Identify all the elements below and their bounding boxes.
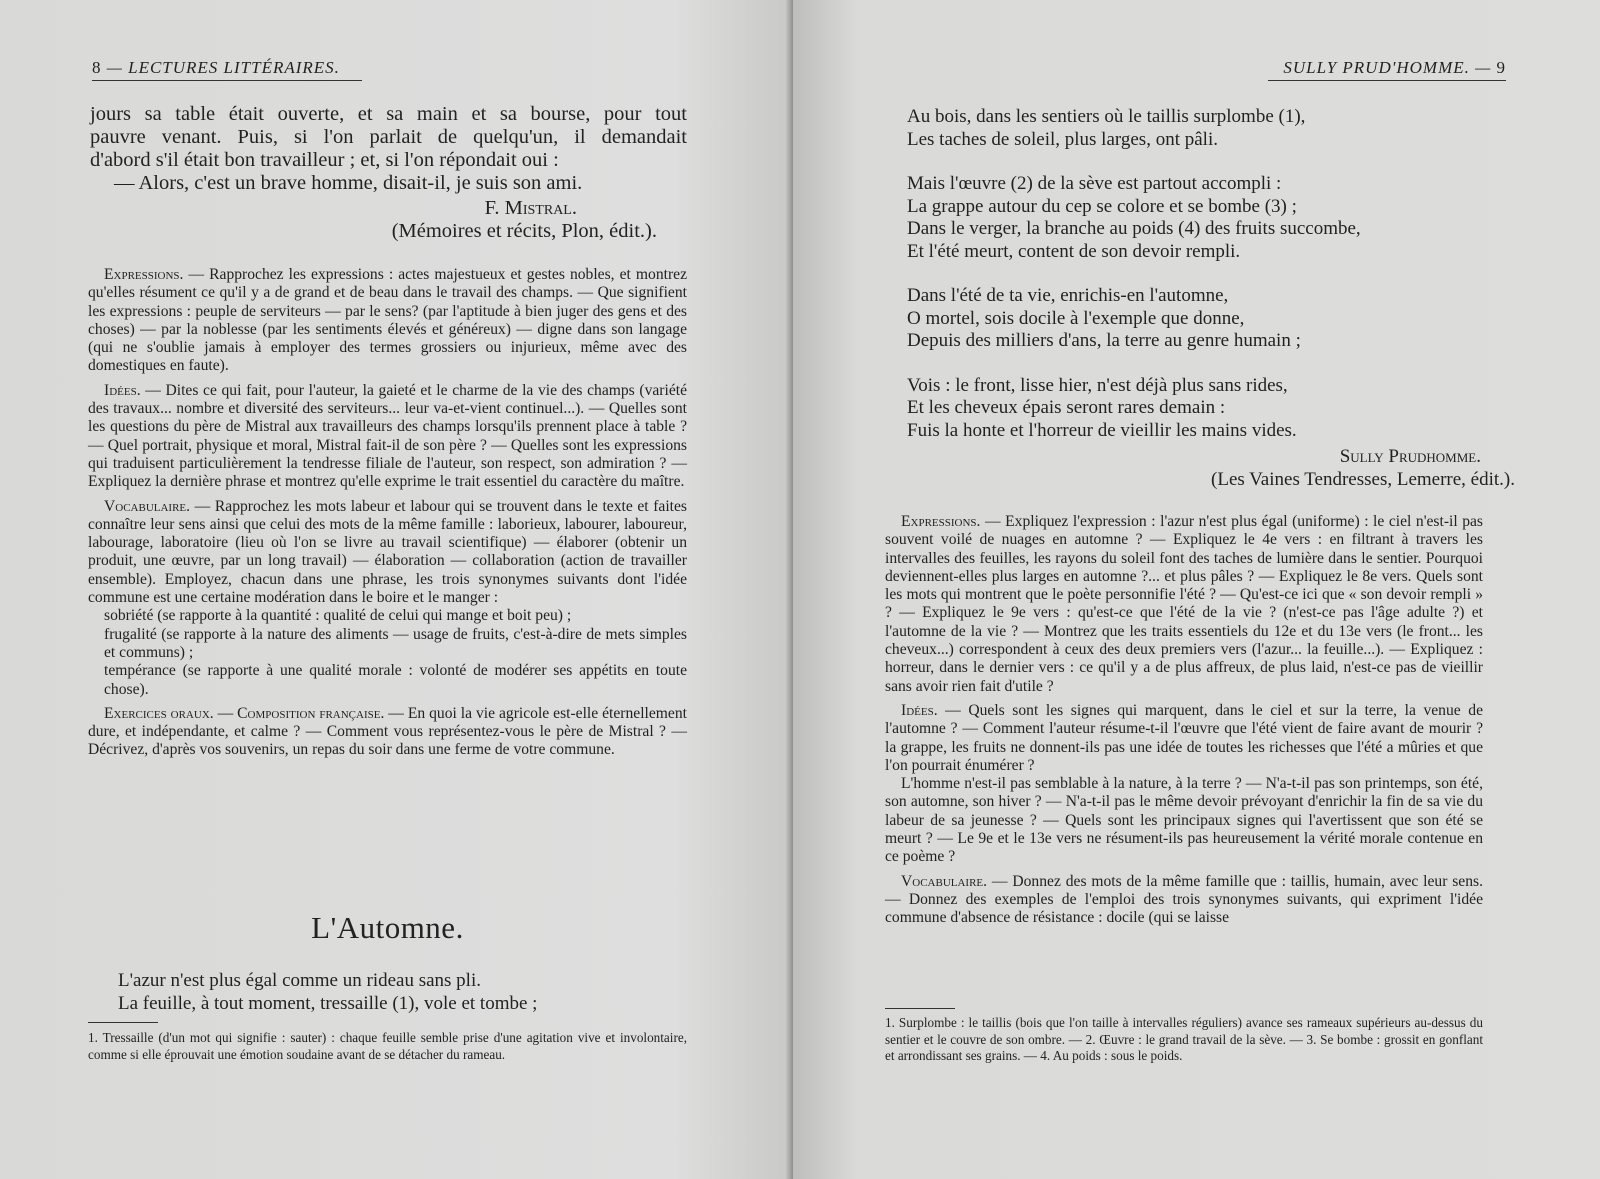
footnote: 1. Surplombe : le taillis (bois que l'on taille à intervalles réguliers) avance ses rameaux supérieurs au-dessus du sentier et le couvre de son ombre. — 2. Œuvre : le grand travail de la sève. — 3. Se bombe : grossit en gonflant et arrondissant ses grains. — 4. Au poids : sous le poids. [885, 1015, 1483, 1063]
poem-line: Mais l'œuvre (2) de la sève est partout accompli : [907, 173, 1282, 194]
footnote-rule [88, 1022, 158, 1023]
prose-line: d'abord s'il était bon travailleur ; et, si l'on répondait oui : [90, 149, 559, 171]
source-citation: (Les Vaines Tendresses, Lemerre, édit.). [1211, 468, 1515, 490]
idees-paragraph-continued: L'homme n'est-il pas semblable à la nature, à la terre ? — N'a-t-il pas son printemps, son été, son automne, son hiver ? — N'a-t-il pas le même devoir prévoyant d'enrichir la fin de sa vie du labeur de sa jeunesse ? — Quels sont les principaux signes qui l'avertissent que son été se meurt ? — Le 9e et le 13e vers ne résument-ils pas heureusement la vérité morale contenue en ce poème ? [885, 775, 1483, 866]
poem-line: La feuille, à tout moment, tressaille (1), vole et tombe ; [118, 992, 538, 1014]
header-separator: — [106, 58, 123, 77]
poem-line: Vois : le front, lisse hier, n'est déjà plus sans rides, [907, 374, 1288, 396]
poem-line: Dans le verger, la branche au poids (4) des fruits succombe, [907, 218, 1361, 239]
poem-line: Dans l'été de ta vie, enrichis-en l'automne, [907, 285, 1229, 306]
exercises-section [88, 266, 687, 760]
synonym-item: frugalité (se rapporte à la nature des aliments — usage de fruits, c'est-à-dire de mets simples et communs) ; [104, 625, 687, 661]
section-label: Expressions. [104, 266, 184, 283]
left-page [0, 0, 793, 1179]
left-page-header [92, 58, 362, 81]
poem-line: O mortel, sois docile à l'exemple que donne, [907, 307, 1245, 329]
section-label: Exercices oraux. — Composition française. [104, 704, 385, 722]
poem-line: Fuis la honte et l'horreur de vieillir les mains vides. [907, 419, 1297, 441]
synonym-item: tempérance (se rapporte à une qualité morale : volonté de modérer ses appétits en toute chose). [104, 662, 687, 698]
stanza [907, 285, 1507, 353]
source-citation: (Mémoires et récits, Plon, édit.). [391, 220, 657, 242]
expressions-paragraph: Expressions. — Expliquez l'expression : l'azur n'est plus égal (uniforme) : le ciel n'est-il pas souvent voilé de nuages en automne ? — Expliquez le 4e vers : en filtrant à travers les intervalles des feuilles, les rayons du soleil font des taches de lumière dans le sentier. Pourquoi deviennent-elles plus larges en automne ?... et plus pâles ? — Expliquez le 8e vers. Quels sont les mots qui montrent que le poète personnifie l'été ? — Qu'est-ce ici que « son devoir rempli » ? — Expliquez le 9e vers : qu'est-ce que l'été de la vie ? (n'est-ce pas l'âge adulte ?) et l'automne de la vie ? — Montrez que les traits essentiels du 12e et du 13e vers (le front... les cheveux...) correspondent à ceux des deux premiers vers (l'azur... la feuille...). — Expliquez : horreur, dans le dernier vers : ce qu'il y a de plus affreux, de plus laid, n'est-ce pas de vieillir sans avoir rien fait d'utile ? [885, 513, 1483, 695]
idees-paragraph: Idées. — Quels sont les signes qui marquent, dans le ciel et sur la terre, la venue de l'automne ? — Comment l'auteur résume-t-il l'œuvre que l'été vient de faire avant de mourir ? la grappe, les fruits ne donnent-ils pas une idée de toutes les richesses que l'été a mûries et que l'on pourrait énumérer ? [885, 701, 1483, 774]
right-page-header [1268, 58, 1506, 81]
exercices-paragraph: Exercices oraux. — Composition française. — En quoi la vie agricole est-elle éternellement dure, et indépendante, et calme ? — Comment vous représentez-vous le père de Mistral ? — Décrivez, d'après vos souvenirs, un repas du soir dans une ferme de votre commune. [88, 704, 687, 759]
poem-opening [118, 970, 678, 1015]
prose-passage [90, 103, 687, 243]
right-page [793, 0, 1600, 1179]
poem-line: L'azur n'est plus égal comme un rideau sans pli. [118, 970, 481, 991]
vocabulaire-paragraph: Vocabulaire. — Rapprochez les mots labeur et labour qui se trouvent dans le texte et faites connaître leur sens ainsi que celui des mots de la même famille : laborieux, labourer, laboureur, labourage, laboratoire (lieu où l'on se livre au travail scientifique) — élaborer (obtenir un produit, une œuvre, par un long travail) — élaboration — collaboration (action de travailler ensemble). Employez, chacun dans une phrase, les trois synonymes suivants dont l'idée commune est une certaine modération dans le boire et le manger : [88, 497, 687, 607]
section-label: Idées. [901, 701, 938, 719]
stanza [907, 173, 1507, 263]
author-signature: F. Mistral. [484, 197, 577, 219]
page-number: 8 [92, 58, 102, 77]
poem-line: Et l'été meurt, content de son devoir rempli. [907, 240, 1241, 262]
synonym-item: sobriété (se rapporte à la quantité : qualité de celui qui mange et boit peu) ; [104, 607, 572, 625]
stanza [907, 106, 1507, 151]
page-number: 9 [1496, 58, 1506, 77]
exercises-section [885, 513, 1483, 928]
section-label: Vocabulaire. [901, 872, 988, 890]
poem-continuation [907, 106, 1515, 491]
section-label: Vocabulaire. [104, 497, 191, 515]
stanza [907, 375, 1507, 443]
running-title: LECTURES LITTÉRAIRES. [128, 58, 340, 77]
idees-paragraph: Idées. — Dites ce qui fait, pour l'auteur, la gaieté et le charme de la vie des champs (variété des travaux... nombre et diversité des serviteurs... leur va-et-vient continuel...). — Quelles sont les questions du père de Mistral aux travailleurs des champs lorsqu'ils prennent place à table ? — Quel portrait, physique et moral, Mistral fait-il de son père ? — Quelles sont les expressions qui traduisent particulièrement la tendresse filiale de l'auteur, son respect, son admiration ? — Expliquez la dernière phrase et montrez qu'elle exprime le trait essentiel du caractère du maître. [88, 381, 687, 491]
prose-line: jours sa table était ouverte, et sa main et sa bourse, pour tout [90, 103, 687, 125]
poem-line: La grappe autour du cep se colore et se bombe (3) ; [907, 195, 1297, 217]
poem-line: Au bois, dans les sentiers où le taillis surplombe (1), [907, 106, 1306, 127]
expressions-paragraph: Expressions. — Rapprochez les expressions : actes majestueux et gestes nobles, et montrez qu'elles résument ce qu'il y a de grand et de beau dans le travail des champs. — Que signifient les expressions : peuple de serviteurs — par le sens? (par l'aptitude à bien juger des gens et des choses) — par la noblesse (par les sentiments élevés et généreux) — digne dans son langage (qui ne s'oublie jamais à employer des termes grossiers ou injurieux, même avec des domestiques en faute). [88, 266, 687, 375]
poem-title: L'Automne. [311, 910, 464, 945]
section-label: Expressions. [901, 513, 981, 530]
prose-line: pauvre venant. Puis, si l'on parlait de quelqu'un, il demandait [90, 126, 687, 148]
prose-line: — Alors, c'est un brave homme, disait-il, je suis son ami. [114, 172, 583, 194]
section-label: Idées. [104, 381, 141, 399]
running-title: SULLY PRUD'HOMME. [1283, 58, 1470, 77]
vocabulaire-paragraph: Vocabulaire. — Donnez des mots de la même famille que : taillis, humain, avec leur sens. — Donnez des exemples de l'emploi des trois synonymes suivants, qui expriment l'idée commune d'absence de résistance : docile (qui se laisse [885, 872, 1483, 927]
poem-line: Et les cheveux épais seront rares demain : [907, 397, 1226, 418]
poem-line: Les taches de soleil, plus larges, ont pâli. [907, 128, 1218, 150]
poem-line: Depuis des milliers d'ans, la terre au genre humain ; [907, 330, 1301, 351]
header-separator: — [1475, 58, 1492, 77]
footnote-rule [885, 1008, 955, 1009]
footnote: 1. Tressaille (d'un mot qui signifie : sauter) : chaque feuille semble prise d'une agitation vive et involontaire, comme si elle éprouvait une émotion soudaine avant de se détacher du rameau. [88, 1030, 687, 1062]
author-signature: Sully Prudhomme. [1339, 446, 1481, 467]
